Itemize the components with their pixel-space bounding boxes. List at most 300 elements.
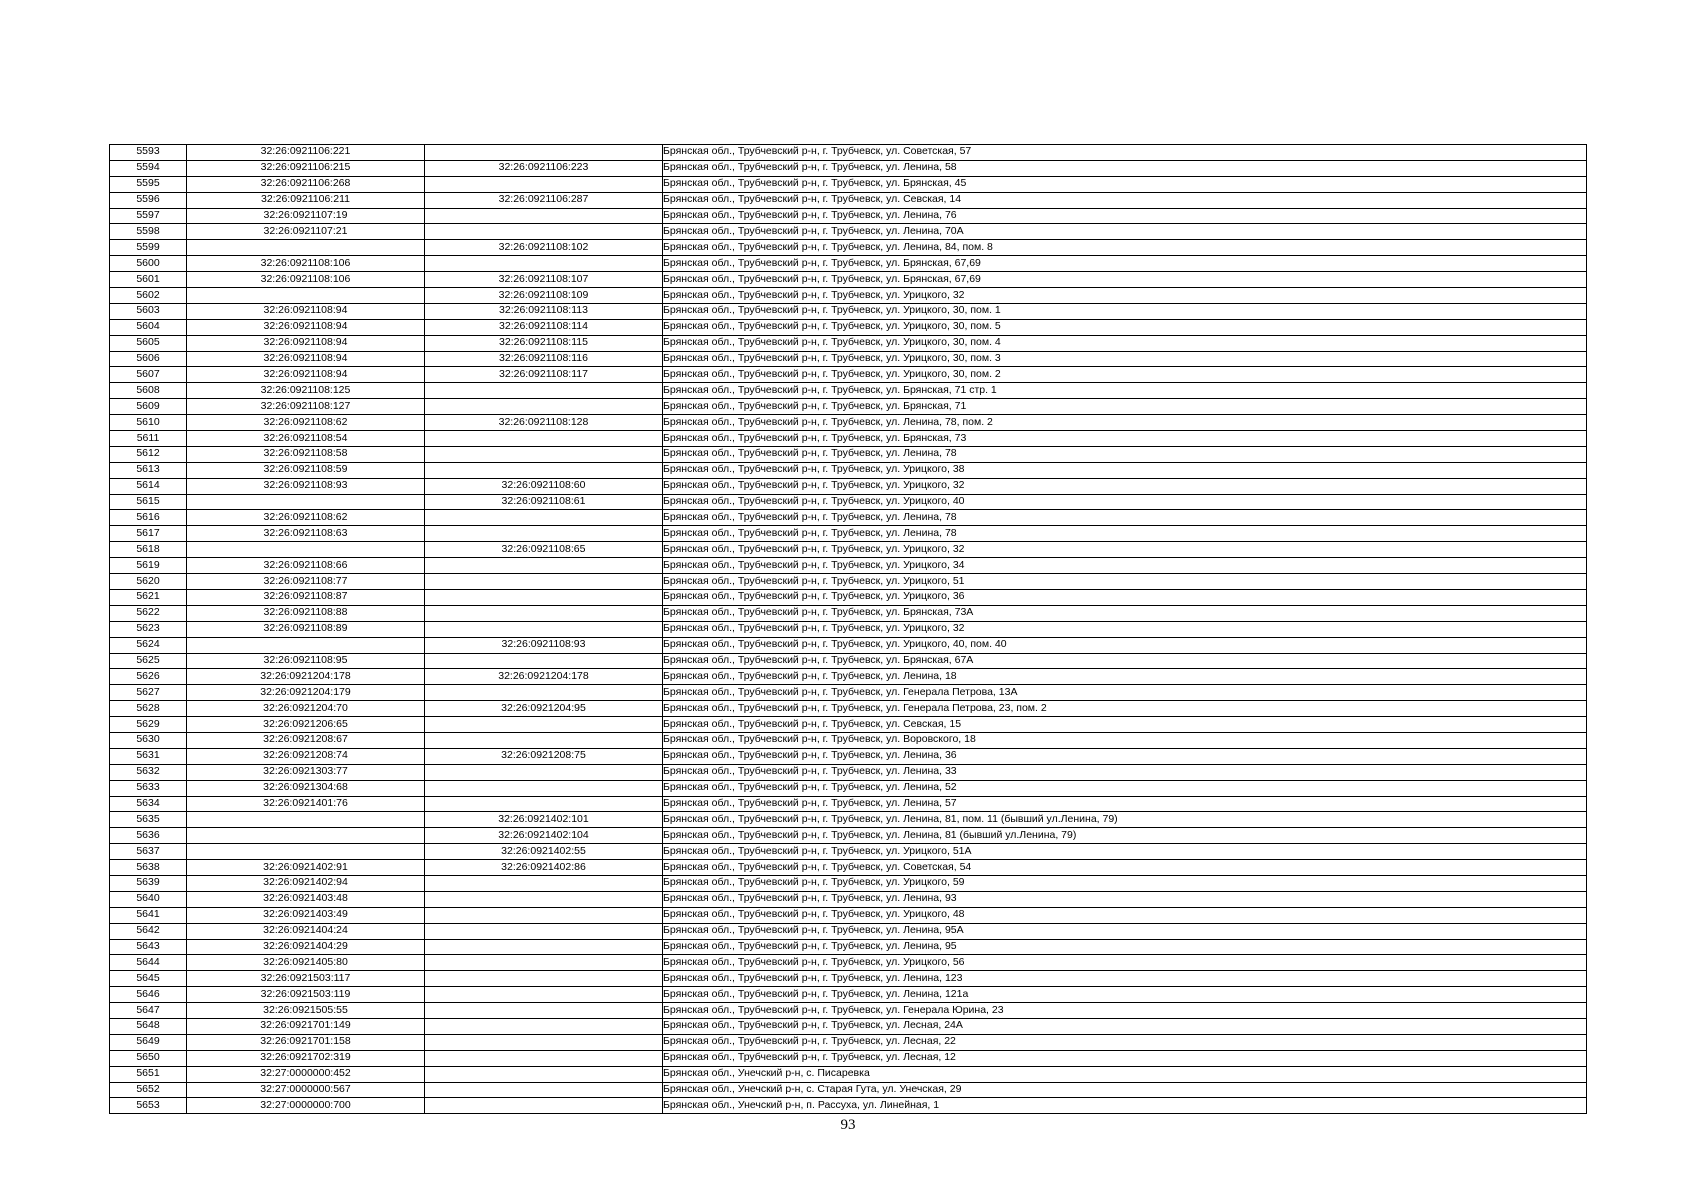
cadastral-number-cell: 32:26:0921108:94 xyxy=(187,303,425,319)
table-row xyxy=(110,669,1587,685)
address-cell: Брянская обл., Трубчевский р-н, г. Трубчевск, ул. Урицкого, 30, пом. 2 xyxy=(663,367,1587,383)
row-number-cell: 5612 xyxy=(110,446,187,462)
table-row xyxy=(110,987,1587,1003)
cadastral-number-cell: 32:26:0921108:77 xyxy=(187,574,425,590)
cadastral-number-cell: 32:26:0921108:59 xyxy=(187,462,425,478)
table-row xyxy=(110,367,1587,383)
object-cadastral-number-cell: 32:26:0921208:75 xyxy=(425,748,663,764)
object-cadastral-number-cell xyxy=(425,621,663,637)
address-cell: Брянская обл., Трубчевский р-н, г. Трубчевск, ул. Советская, 57 xyxy=(663,145,1587,161)
object-cadastral-number-cell: 32:26:0921108:61 xyxy=(425,494,663,510)
table-row xyxy=(110,589,1587,605)
object-cadastral-number-cell: 32:26:0921106:287 xyxy=(425,192,663,208)
cadastral-number-cell: 32:26:0921108:88 xyxy=(187,605,425,621)
row-number-cell: 5599 xyxy=(110,240,187,256)
cadastral-number-cell: 32:26:0921401:76 xyxy=(187,796,425,812)
address-cell: Брянская обл., Трубчевский р-н, г. Трубчевск, ул. Брянская, 45 xyxy=(663,176,1587,192)
table-row xyxy=(110,685,1587,701)
row-number-cell: 5639 xyxy=(110,875,187,891)
object-cadastral-number-cell: 32:26:0921402:86 xyxy=(425,860,663,876)
object-cadastral-number-cell xyxy=(425,208,663,224)
page-number: 93 xyxy=(840,1117,856,1133)
row-number-cell: 5608 xyxy=(110,383,187,399)
table-row xyxy=(110,399,1587,415)
address-cell: Брянская обл., Трубчевский р-н, г. Трубчевск, ул. Урицкого, 59 xyxy=(663,875,1587,891)
row-number-cell: 5627 xyxy=(110,685,187,701)
object-cadastral-number-cell: 32:26:0921108:128 xyxy=(425,415,663,431)
address-cell: Брянская обл., Трубчевский р-н, г. Трубчевск, ул. Севская, 14 xyxy=(663,192,1587,208)
cadastral-number-cell: 32:26:0921108:94 xyxy=(187,367,425,383)
address-cell: Брянская обл., Унечский р-н, с. Писаревка xyxy=(663,1066,1587,1082)
cadastral-number-cell: 32:26:0921303:77 xyxy=(187,764,425,780)
row-number-cell: 5602 xyxy=(110,288,187,304)
address-cell: Брянская обл., Трубчевский р-н, г. Трубчевск, ул. Урицкого, 30, пом. 1 xyxy=(663,303,1587,319)
table-row xyxy=(110,701,1587,717)
cadastral-number-cell xyxy=(187,812,425,828)
table-row xyxy=(110,335,1587,351)
object-cadastral-number-cell: 32:26:0921108:114 xyxy=(425,319,663,335)
table-row xyxy=(110,192,1587,208)
table-row xyxy=(110,764,1587,780)
table-row xyxy=(110,303,1587,319)
address-cell: Брянская обл., Трубчевский р-н, г. Трубчевск, ул. Воровского, 18 xyxy=(663,732,1587,748)
table-row xyxy=(110,431,1587,447)
address-cell: Брянская обл., Трубчевский р-н, г. Трубчевск, ул. Брянская, 71 стр. 1 xyxy=(663,383,1587,399)
address-cell: Брянская обл., Трубчевский р-н, г. Трубчевск, ул. Урицкого, 51 xyxy=(663,574,1587,590)
address-cell: Брянская обл., Трубчевский р-н, г. Трубчевск, ул. Брянская, 67,69 xyxy=(663,256,1587,272)
row-number-cell: 5603 xyxy=(110,303,187,319)
object-cadastral-number-cell xyxy=(425,1050,663,1066)
table-row xyxy=(110,1066,1587,1082)
object-cadastral-number-cell: 32:26:0921108:60 xyxy=(425,478,663,494)
row-number-cell: 5637 xyxy=(110,844,187,860)
object-cadastral-number-cell: 32:26:0921108:109 xyxy=(425,288,663,304)
address-cell: Брянская обл., Трубчевский р-н, г. Трубчевск, ул. Урицкого, 40 xyxy=(663,494,1587,510)
object-cadastral-number-cell: 32:26:0921108:115 xyxy=(425,335,663,351)
cadastral-number-cell: 32:26:0921503:119 xyxy=(187,987,425,1003)
object-cadastral-number-cell xyxy=(425,526,663,542)
object-cadastral-number-cell xyxy=(425,510,663,526)
cadastral-number-cell: 32:26:0921108:125 xyxy=(187,383,425,399)
cadastral-number-cell xyxy=(187,637,425,653)
row-number-cell: 5623 xyxy=(110,621,187,637)
object-cadastral-number-cell: 32:26:0921106:223 xyxy=(425,160,663,176)
object-cadastral-number-cell xyxy=(425,971,663,987)
table-row xyxy=(110,478,1587,494)
address-cell: Брянская обл., Трубчевский р-н, г. Трубчевск, ул. Ленина, 78 xyxy=(663,446,1587,462)
cadastral-number-cell: 32:26:0921204:178 xyxy=(187,669,425,685)
address-cell: Брянская обл., Трубчевский р-н, г. Трубчевск, ул. Генерала Юрина, 23 xyxy=(663,1003,1587,1019)
registry-table xyxy=(109,144,1587,1114)
address-cell: Брянская обл., Трубчевский р-н, г. Трубчевск, ул. Лесная, 12 xyxy=(663,1050,1587,1066)
row-number-cell: 5631 xyxy=(110,748,187,764)
table-row xyxy=(110,891,1587,907)
object-cadastral-number-cell: 32:26:0921402:104 xyxy=(425,828,663,844)
row-number-cell: 5642 xyxy=(110,923,187,939)
row-number-cell: 5632 xyxy=(110,764,187,780)
table-row xyxy=(110,272,1587,288)
object-cadastral-number-cell xyxy=(425,796,663,812)
cadastral-number-cell: 32:26:0921107:19 xyxy=(187,208,425,224)
object-cadastral-number-cell xyxy=(425,685,663,701)
table-row xyxy=(110,955,1587,971)
row-number-cell: 5641 xyxy=(110,907,187,923)
cadastral-number-cell: 32:26:0921108:93 xyxy=(187,478,425,494)
address-cell: Брянская обл., Трубчевский р-н, г. Трубчевск, ул. Ленина, 95А xyxy=(663,923,1587,939)
row-number-cell: 5626 xyxy=(110,669,187,685)
row-number-cell: 5601 xyxy=(110,272,187,288)
row-number-cell: 5622 xyxy=(110,605,187,621)
table-row xyxy=(110,1034,1587,1050)
row-number-cell: 5604 xyxy=(110,319,187,335)
cadastral-number-cell: 32:26:0921403:49 xyxy=(187,907,425,923)
cadastral-number-cell xyxy=(187,240,425,256)
row-number-cell: 5625 xyxy=(110,653,187,669)
object-cadastral-number-cell xyxy=(425,764,663,780)
table-row xyxy=(110,558,1587,574)
object-cadastral-number-cell xyxy=(425,145,663,161)
object-cadastral-number-cell: 32:26:0921108:117 xyxy=(425,367,663,383)
row-number-cell: 5629 xyxy=(110,717,187,733)
object-cadastral-number-cell xyxy=(425,446,663,462)
row-number-cell: 5595 xyxy=(110,176,187,192)
address-cell: Брянская обл., Трубчевский р-н, г. Трубчевск, ул. Ленина, 78 xyxy=(663,526,1587,542)
row-number-cell: 5605 xyxy=(110,335,187,351)
address-cell: Брянская обл., Трубчевский р-н, г. Трубчевск, ул. Ленина, 57 xyxy=(663,796,1587,812)
cadastral-number-cell: 32:26:0921204:70 xyxy=(187,701,425,717)
object-cadastral-number-cell xyxy=(425,653,663,669)
address-cell: Брянская обл., Трубчевский р-н, г. Трубчевск, ул. Урицкого, 32 xyxy=(663,288,1587,304)
row-number-cell: 5606 xyxy=(110,351,187,367)
address-cell: Брянская обл., Трубчевский р-н, г. Трубчевск, ул. Лесная, 24А xyxy=(663,1018,1587,1034)
address-cell: Брянская обл., Трубчевский р-н, г. Трубчевск, ул. Урицкого, 30, пом. 4 xyxy=(663,335,1587,351)
row-number-cell: 5644 xyxy=(110,955,187,971)
cadastral-number-cell: 32:26:0921503:117 xyxy=(187,971,425,987)
object-cadastral-number-cell xyxy=(425,1034,663,1050)
address-cell: Брянская обл., Трубчевский р-н, г. Трубчевск, ул. Ленина, 70А xyxy=(663,224,1587,240)
object-cadastral-number-cell: 32:26:0921108:65 xyxy=(425,542,663,558)
row-number-cell: 5646 xyxy=(110,987,187,1003)
address-cell: Брянская обл., Трубчевский р-н, г. Трубчевск, ул. Ленина, 93 xyxy=(663,891,1587,907)
table-row xyxy=(110,176,1587,192)
address-cell: Брянская обл., Трубчевский р-н, г. Трубчевск, ул. Урицкого, 34 xyxy=(663,558,1587,574)
row-number-cell: 5593 xyxy=(110,145,187,161)
address-cell: Брянская обл., Трубчевский р-н, г. Трубчевск, ул. Ленина, 78, пом. 2 xyxy=(663,415,1587,431)
address-cell: Брянская обл., Трубчевский р-н, г. Трубчевск, ул. Ленина, 78 xyxy=(663,510,1587,526)
address-cell: Брянская обл., Трубчевский р-н, г. Трубчевск, ул. Брянская, 67А xyxy=(663,653,1587,669)
object-cadastral-number-cell xyxy=(425,1018,663,1034)
cadastral-number-cell: 32:27:0000000:452 xyxy=(187,1066,425,1082)
cadastral-number-cell xyxy=(187,494,425,510)
address-cell: Брянская обл., Трубчевский р-н, г. Трубчевск, ул. Севская, 15 xyxy=(663,717,1587,733)
address-cell: Брянская обл., Трубчевский р-н, г. Трубчевск, ул. Урицкого, 32 xyxy=(663,621,1587,637)
cadastral-number-cell: 32:26:0921702:319 xyxy=(187,1050,425,1066)
table-row xyxy=(110,351,1587,367)
row-number-cell: 5598 xyxy=(110,224,187,240)
address-cell: Брянская обл., Унечский р-н, п. Рассуха, ул. Линейная, 1 xyxy=(663,1098,1587,1114)
row-number-cell: 5651 xyxy=(110,1066,187,1082)
row-number-cell: 5653 xyxy=(110,1098,187,1114)
cadastral-number-cell: 32:26:0921404:24 xyxy=(187,923,425,939)
table-row xyxy=(110,383,1587,399)
cadastral-number-cell xyxy=(187,844,425,860)
table-row xyxy=(110,1050,1587,1066)
cadastral-number-cell: 32:26:0921108:66 xyxy=(187,558,425,574)
row-number-cell: 5616 xyxy=(110,510,187,526)
cadastral-number-cell: 32:26:0921402:94 xyxy=(187,875,425,891)
address-cell: Брянская обл., Трубчевский р-н, г. Трубчевск, ул. Урицкого, 38 xyxy=(663,462,1587,478)
cadastral-number-cell: 32:26:0921108:54 xyxy=(187,431,425,447)
cadastral-number-cell: 32:26:0921108:58 xyxy=(187,446,425,462)
address-cell: Брянская обл., Трубчевский р-н, г. Трубчевск, ул. Урицкого, 30, пом. 3 xyxy=(663,351,1587,367)
object-cadastral-number-cell xyxy=(425,939,663,955)
object-cadastral-number-cell xyxy=(425,875,663,891)
cadastral-number-cell: 32:26:0921402:91 xyxy=(187,860,425,876)
address-cell: Брянская обл., Унечский р-н, с. Старая Гута, ул. Унечская, 29 xyxy=(663,1082,1587,1098)
cadastral-number-cell: 32:26:0921701:158 xyxy=(187,1034,425,1050)
row-number-cell: 5634 xyxy=(110,796,187,812)
table-row xyxy=(110,1082,1587,1098)
cadastral-number-cell: 32:26:0921405:80 xyxy=(187,955,425,971)
cadastral-number-cell xyxy=(187,542,425,558)
address-cell: Брянская обл., Трубчевский р-н, г. Трубчевск, ул. Урицкого, 36 xyxy=(663,589,1587,605)
cadastral-number-cell: 32:26:0921108:87 xyxy=(187,589,425,605)
object-cadastral-number-cell: 32:26:0921402:101 xyxy=(425,812,663,828)
address-cell: Брянская обл., Трубчевский р-н, г. Трубчевск, ул. Лесная, 22 xyxy=(663,1034,1587,1050)
object-cadastral-number-cell: 32:26:0921108:102 xyxy=(425,240,663,256)
row-number-cell: 5597 xyxy=(110,208,187,224)
table-row xyxy=(110,621,1587,637)
table-row xyxy=(110,637,1587,653)
object-cadastral-number-cell xyxy=(425,1066,663,1082)
table-row xyxy=(110,1003,1587,1019)
table-row xyxy=(110,208,1587,224)
cadastral-number-cell: 32:26:0921304:68 xyxy=(187,780,425,796)
row-number-cell: 5650 xyxy=(110,1050,187,1066)
address-cell: Брянская обл., Трубчевский р-н, г. Трубчевск, ул. Генерала Петрова, 23, пом. 2 xyxy=(663,701,1587,717)
row-number-cell: 5652 xyxy=(110,1082,187,1098)
address-cell: Брянская обл., Трубчевский р-н, г. Трубчевск, ул. Брянская, 73 xyxy=(663,431,1587,447)
object-cadastral-number-cell xyxy=(425,224,663,240)
cadastral-number-cell: 32:26:0921404:29 xyxy=(187,939,425,955)
table-row xyxy=(110,828,1587,844)
object-cadastral-number-cell xyxy=(425,256,663,272)
row-number-cell: 5620 xyxy=(110,574,187,590)
table-row xyxy=(110,415,1587,431)
cadastral-number-cell xyxy=(187,828,425,844)
address-cell: Брянская обл., Трубчевский р-н, г. Трубчевск, ул. Ленина, 52 xyxy=(663,780,1587,796)
row-number-cell: 5618 xyxy=(110,542,187,558)
row-number-cell: 5613 xyxy=(110,462,187,478)
row-number-cell: 5630 xyxy=(110,732,187,748)
cadastral-number-cell: 32:26:0921701:149 xyxy=(187,1018,425,1034)
table-row xyxy=(110,780,1587,796)
row-number-cell: 5624 xyxy=(110,637,187,653)
table-row xyxy=(110,288,1587,304)
table-row xyxy=(110,748,1587,764)
object-cadastral-number-cell: 32:26:0921108:113 xyxy=(425,303,663,319)
object-cadastral-number-cell xyxy=(425,891,663,907)
address-cell: Брянская обл., Трубчевский р-н, г. Трубчевск, ул. Ленина, 33 xyxy=(663,764,1587,780)
cadastral-number-cell: 32:27:0000000:700 xyxy=(187,1098,425,1114)
object-cadastral-number-cell xyxy=(425,462,663,478)
address-cell: Брянская обл., Трубчевский р-н, г. Трубчевск, ул. Ленина, 123 xyxy=(663,971,1587,987)
cadastral-number-cell: 32:26:0921108:62 xyxy=(187,415,425,431)
object-cadastral-number-cell: 32:26:0921108:107 xyxy=(425,272,663,288)
row-number-cell: 5638 xyxy=(110,860,187,876)
cadastral-number-cell xyxy=(187,288,425,304)
cadastral-number-cell: 32:26:0921106:221 xyxy=(187,145,425,161)
object-cadastral-number-cell: 32:26:0921204:178 xyxy=(425,669,663,685)
cadastral-number-cell: 32:26:0921108:106 xyxy=(187,256,425,272)
row-number-cell: 5615 xyxy=(110,494,187,510)
object-cadastral-number-cell xyxy=(425,1082,663,1098)
address-cell: Брянская обл., Трубчевский р-н, г. Трубчевск, ул. Урицкого, 48 xyxy=(663,907,1587,923)
row-number-cell: 5635 xyxy=(110,812,187,828)
address-cell: Брянская обл., Трубчевский р-н, г. Трубчевск, ул. Урицкого, 30, пом. 5 xyxy=(663,319,1587,335)
object-cadastral-number-cell xyxy=(425,1098,663,1114)
cadastral-number-cell: 32:26:0921208:74 xyxy=(187,748,425,764)
cadastral-number-cell: 32:26:0921106:215 xyxy=(187,160,425,176)
cadastral-number-cell: 32:26:0921108:89 xyxy=(187,621,425,637)
object-cadastral-number-cell xyxy=(425,431,663,447)
address-cell: Брянская обл., Трубчевский р-н, г. Трубчевск, ул. Урицкого, 40, пом. 40 xyxy=(663,637,1587,653)
table-row xyxy=(110,526,1587,542)
cadastral-number-cell: 32:26:0921108:94 xyxy=(187,335,425,351)
cadastral-number-cell: 32:26:0921106:211 xyxy=(187,192,425,208)
object-cadastral-number-cell xyxy=(425,605,663,621)
row-number-cell: 5609 xyxy=(110,399,187,415)
object-cadastral-number-cell xyxy=(425,987,663,1003)
row-number-cell: 5649 xyxy=(110,1034,187,1050)
row-number-cell: 5611 xyxy=(110,431,187,447)
object-cadastral-number-cell xyxy=(425,558,663,574)
row-number-cell: 5621 xyxy=(110,589,187,605)
address-cell: Брянская обл., Трубчевский р-н, г. Трубчевск, ул. Урицкого, 32 xyxy=(663,478,1587,494)
object-cadastral-number-cell xyxy=(425,717,663,733)
row-number-cell: 5594 xyxy=(110,160,187,176)
cadastral-number-cell: 32:27:0000000:567 xyxy=(187,1082,425,1098)
object-cadastral-number-cell: 32:26:0921204:95 xyxy=(425,701,663,717)
object-cadastral-number-cell xyxy=(425,399,663,415)
table-row xyxy=(110,812,1587,828)
address-cell: Брянская обл., Трубчевский р-н, г. Трубчевск, ул. Ленина, 121а xyxy=(663,987,1587,1003)
table-row xyxy=(110,875,1587,891)
row-number-cell: 5600 xyxy=(110,256,187,272)
row-number-cell: 5607 xyxy=(110,367,187,383)
address-cell: Брянская обл., Трубчевский р-н, г. Трубчевск, ул. Ленина, 95 xyxy=(663,939,1587,955)
row-number-cell: 5633 xyxy=(110,780,187,796)
address-cell: Брянская обл., Трубчевский р-н, г. Трубчевск, ул. Урицкого, 56 xyxy=(663,955,1587,971)
table-row xyxy=(110,939,1587,955)
row-number-cell: 5640 xyxy=(110,891,187,907)
table-row xyxy=(110,224,1587,240)
address-cell: Брянская обл., Трубчевский р-н, г. Трубчевск, ул. Ленина, 18 xyxy=(663,669,1587,685)
object-cadastral-number-cell xyxy=(425,176,663,192)
cadastral-number-cell: 32:26:0921108:94 xyxy=(187,351,425,367)
cadastral-number-cell: 32:26:0921108:127 xyxy=(187,399,425,415)
table-row xyxy=(110,510,1587,526)
cadastral-number-cell: 32:26:0921107:21 xyxy=(187,224,425,240)
cadastral-number-cell: 32:26:0921108:63 xyxy=(187,526,425,542)
table-row xyxy=(110,796,1587,812)
table-row xyxy=(110,319,1587,335)
table-row xyxy=(110,1098,1587,1114)
row-number-cell: 5610 xyxy=(110,415,187,431)
cadastral-number-cell: 32:26:0921108:62 xyxy=(187,510,425,526)
table-row xyxy=(110,542,1587,558)
object-cadastral-number-cell xyxy=(425,955,663,971)
object-cadastral-number-cell: 32:26:0921402:55 xyxy=(425,844,663,860)
address-cell: Брянская обл., Трубчевский р-н, г. Трубчевск, ул. Ленина, 36 xyxy=(663,748,1587,764)
table-row xyxy=(110,256,1587,272)
cadastral-number-cell: 32:26:0921403:48 xyxy=(187,891,425,907)
address-cell: Брянская обл., Трубчевский р-н, г. Трубчевск, ул. Брянская, 67,69 xyxy=(663,272,1587,288)
object-cadastral-number-cell: 32:26:0921108:116 xyxy=(425,351,663,367)
address-cell: Брянская обл., Трубчевский р-н, г. Трубчевск, ул. Ленина, 84, пом. 8 xyxy=(663,240,1587,256)
cadastral-number-cell: 32:26:0921204:179 xyxy=(187,685,425,701)
object-cadastral-number-cell xyxy=(425,907,663,923)
address-cell: Брянская обл., Трубчевский р-н, г. Трубчевск, ул. Урицкого, 51А xyxy=(663,844,1587,860)
cadastral-number-cell: 32:26:0921206:65 xyxy=(187,717,425,733)
table-row xyxy=(110,907,1587,923)
row-number-cell: 5628 xyxy=(110,701,187,717)
object-cadastral-number-cell xyxy=(425,574,663,590)
table-row xyxy=(110,574,1587,590)
cadastral-number-cell: 32:26:0921106:268 xyxy=(187,176,425,192)
cadastral-number-cell: 32:26:0921108:95 xyxy=(187,653,425,669)
address-cell: Брянская обл., Трубчевский р-н, г. Трубчевск, ул. Ленина, 81 (бывший ул.Ленина, 79) xyxy=(663,828,1587,844)
address-cell: Брянская обл., Трубчевский р-н, г. Трубчевск, ул. Советская, 54 xyxy=(663,860,1587,876)
table-row xyxy=(110,717,1587,733)
table-row xyxy=(110,462,1587,478)
registry-table-body xyxy=(110,145,1587,1114)
object-cadastral-number-cell xyxy=(425,1003,663,1019)
table-row xyxy=(110,145,1587,161)
cadastral-number-cell: 32:26:0921108:106 xyxy=(187,272,425,288)
object-cadastral-number-cell: 32:26:0921108:93 xyxy=(425,637,663,653)
object-cadastral-number-cell xyxy=(425,923,663,939)
address-cell: Брянская обл., Трубчевский р-н, г. Трубчевск, ул. Генерала Петрова, 13А xyxy=(663,685,1587,701)
row-number-cell: 5645 xyxy=(110,971,187,987)
address-cell: Брянская обл., Трубчевский р-н, г. Трубчевск, ул. Ленина, 58 xyxy=(663,160,1587,176)
table-row xyxy=(110,653,1587,669)
row-number-cell: 5636 xyxy=(110,828,187,844)
address-cell: Брянская обл., Трубчевский р-н, г. Трубчевск, ул. Ленина, 81, пом. 11 (бывший ул.Ленина, 79) xyxy=(663,812,1587,828)
table-row xyxy=(110,971,1587,987)
table-row xyxy=(110,160,1587,176)
row-number-cell: 5617 xyxy=(110,526,187,542)
object-cadastral-number-cell xyxy=(425,383,663,399)
table-row xyxy=(110,860,1587,876)
table-row xyxy=(110,605,1587,621)
table-row xyxy=(110,240,1587,256)
table-row xyxy=(110,494,1587,510)
address-cell: Брянская обл., Трубчевский р-н, г. Трубчевск, ул. Брянская, 71 xyxy=(663,399,1587,415)
row-number-cell: 5614 xyxy=(110,478,187,494)
table-row xyxy=(110,446,1587,462)
object-cadastral-number-cell xyxy=(425,780,663,796)
cadastral-number-cell: 32:26:0921208:67 xyxy=(187,732,425,748)
table-row xyxy=(110,844,1587,860)
cadastral-number-cell: 32:26:0921108:94 xyxy=(187,319,425,335)
table-row xyxy=(110,732,1587,748)
address-cell: Брянская обл., Трубчевский р-н, г. Трубчевск, ул. Урицкого, 32 xyxy=(663,542,1587,558)
object-cadastral-number-cell xyxy=(425,732,663,748)
table-row xyxy=(110,923,1587,939)
row-number-cell: 5596 xyxy=(110,192,187,208)
address-cell: Брянская обл., Трубчевский р-н, г. Трубчевск, ул. Ленина, 76 xyxy=(663,208,1587,224)
